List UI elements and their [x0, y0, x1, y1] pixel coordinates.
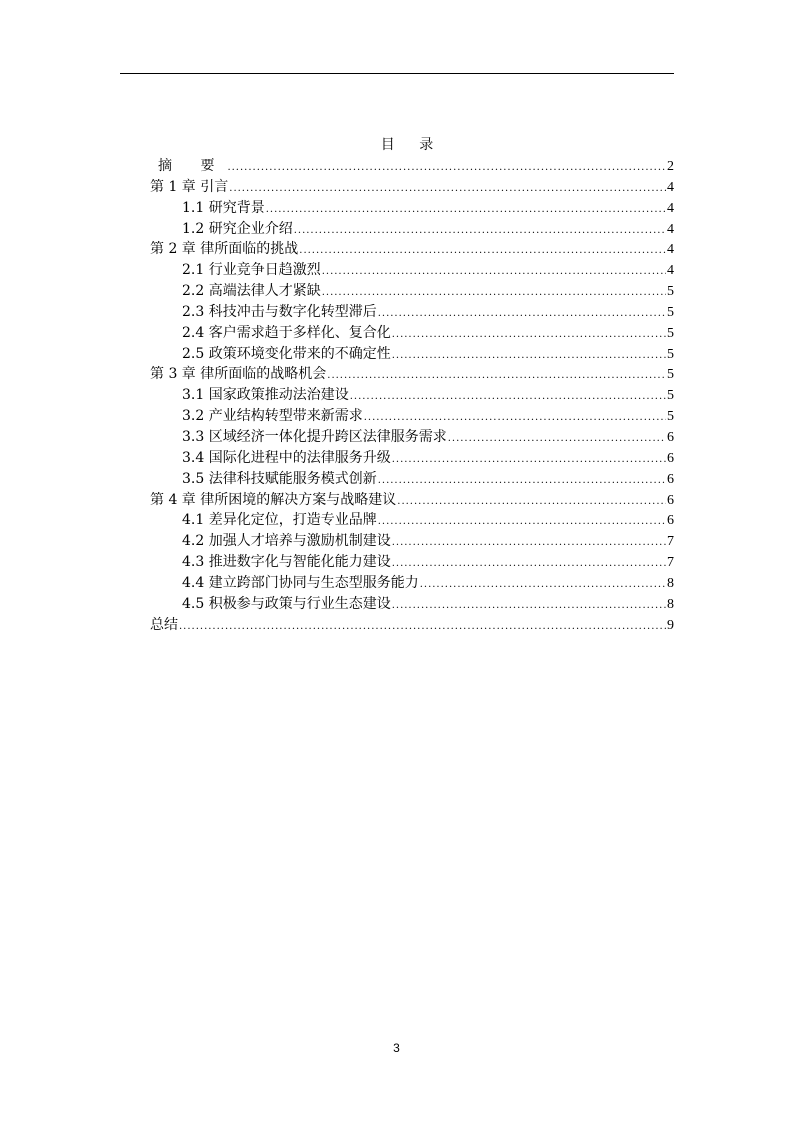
toc-entry-page: 6 — [667, 471, 674, 487]
toc-entry-page: 7 — [667, 555, 674, 571]
toc-dot-leader — [229, 179, 666, 200]
toc-dot-leader — [378, 304, 666, 325]
toc-entry[interactable] — [150, 469, 674, 490]
toc-dot-leader — [364, 408, 666, 429]
toc-entry-page: 4 — [667, 179, 674, 195]
toc-entry[interactable] — [150, 552, 674, 573]
toc-dot-leader — [299, 241, 666, 262]
toc-entry[interactable] — [150, 385, 674, 406]
toc-entry[interactable] — [150, 594, 674, 615]
toc-entry-page: 5 — [667, 367, 674, 383]
toc-entry-page: 9 — [667, 617, 674, 633]
toc-dot-leader — [350, 387, 666, 408]
toc-dot-leader — [420, 575, 666, 596]
header-rule — [120, 73, 674, 74]
toc-entry[interactable] — [150, 427, 674, 448]
toc-entry-label: 1.2 研究企业介绍 — [182, 220, 293, 237]
toc-entry[interactable] — [150, 302, 674, 323]
toc-entry[interactable] — [150, 239, 674, 260]
toc-entry-label: 第 2 章 律所面临的挑战 — [150, 241, 299, 258]
toc-entry[interactable] — [150, 156, 674, 177]
table-of-contents — [150, 156, 674, 635]
toc-dot-leader — [322, 262, 666, 283]
toc-entry[interactable] — [150, 531, 674, 552]
toc-entry-label: 4.2 加强人才培养与激励机制建设 — [182, 533, 391, 550]
toc-entry-page: 6 — [667, 513, 674, 529]
toc-dot-leader — [378, 512, 666, 533]
toc-dot-leader — [392, 450, 666, 471]
toc-entry-label: 2.2 高端法律人才紧缺 — [182, 283, 321, 300]
toc-entry-label: 2.5 政策环境变化带来的不确定性 — [182, 345, 391, 362]
page-number: 3 — [393, 1041, 400, 1055]
toc-entry[interactable] — [150, 219, 674, 240]
toc-entry-page: 5 — [667, 409, 674, 425]
toc-entry[interactable] — [150, 260, 674, 281]
toc-entry[interactable] — [150, 510, 674, 531]
toc-entry-label: 第 1 章 引言 — [150, 178, 229, 195]
toc-entry-page: 6 — [667, 492, 674, 508]
toc-entry[interactable] — [150, 323, 674, 344]
toc-entry-page: 5 — [667, 284, 674, 300]
toc-dot-leader — [294, 221, 666, 242]
toc-entry-label: 1.1 研究背景 — [182, 199, 265, 216]
toc-title: 目 录 — [380, 137, 444, 153]
toc-dot-leader — [179, 617, 666, 638]
toc-dot-leader — [266, 200, 666, 221]
toc-entry-label: 4.3 推进数字化与智能化能力建设 — [182, 554, 391, 571]
toc-dot-leader — [392, 596, 666, 617]
toc-entry-label: 3.4 国际化进程中的法律服务升级 — [182, 449, 391, 466]
toc-entry-label: 4.5 积极参与政策与行业生态建设 — [182, 595, 391, 612]
toc-entry-label: 2.3 科技冲击与数字化转型滞后 — [182, 303, 377, 320]
toc-entry[interactable] — [150, 364, 674, 385]
toc-dot-leader — [392, 325, 666, 346]
toc-entry[interactable] — [150, 177, 674, 198]
toc-entry-label: 4.1 差异化定位，打造专业品牌 — [182, 512, 377, 529]
toc-entry-page: 5 — [667, 325, 674, 341]
toc-entry-label: 3.1 国家政策推动法治建设 — [182, 387, 349, 404]
toc-dot-leader — [392, 533, 666, 554]
toc-entry[interactable] — [150, 198, 674, 219]
toc-entry-label: 3.5 法律科技赋能服务模式创新 — [182, 470, 377, 487]
toc-entry[interactable] — [150, 281, 674, 302]
toc-entry-label: 摘 要 — [158, 158, 227, 174]
toc-entry-page: 5 — [667, 388, 674, 404]
toc-entry[interactable] — [150, 573, 674, 594]
toc-entry[interactable] — [150, 344, 674, 365]
toc-entry-page: 4 — [667, 200, 674, 216]
toc-entry-page: 4 — [667, 221, 674, 237]
toc-entry[interactable] — [150, 615, 674, 636]
toc-entry[interactable] — [150, 406, 674, 427]
toc-entry-page: 4 — [667, 263, 674, 279]
toc-dot-leader — [392, 554, 666, 575]
toc-dot-leader — [397, 492, 666, 513]
toc-entry-label: 第 4 章 律所困境的解决方案与战略建议 — [150, 491, 397, 508]
toc-entry-page: 6 — [667, 450, 674, 466]
toc-entry-label: 3.2 产业结构转型带来新需求 — [182, 408, 363, 425]
toc-entry[interactable] — [150, 448, 674, 469]
toc-entry-label: 2.1 行业竞争日趋激烈 — [182, 262, 321, 279]
toc-entry-label: 2.4 客户需求趋于多样化、复合化 — [182, 324, 391, 341]
toc-entry-label: 总结 — [150, 616, 178, 633]
toc-entry-label: 第 3 章 律所面临的战略机会 — [150, 366, 327, 383]
toc-entry-page: 4 — [667, 242, 674, 258]
toc-entry-page: 5 — [667, 304, 674, 320]
toc-entry-page: 7 — [667, 534, 674, 550]
toc-entry-page: 6 — [667, 429, 674, 445]
toc-dot-leader — [227, 158, 666, 179]
toc-entry-page: 8 — [667, 596, 674, 612]
toc-entry-label: 4.4 建立跨部门协同与生态型服务能力 — [182, 574, 419, 591]
toc-entry-page: 8 — [667, 575, 674, 591]
toc-entry-page: 2 — [667, 159, 674, 174]
toc-entry-label: 3.3 区域经济一体化提升跨区法律服务需求 — [182, 428, 447, 445]
toc-dot-leader — [392, 346, 666, 367]
toc-dot-leader — [322, 283, 666, 304]
toc-entry[interactable] — [150, 490, 674, 511]
toc-dot-leader — [327, 366, 666, 387]
toc-dot-leader — [448, 429, 666, 450]
toc-entry-page: 5 — [667, 346, 674, 362]
toc-dot-leader — [378, 471, 666, 492]
